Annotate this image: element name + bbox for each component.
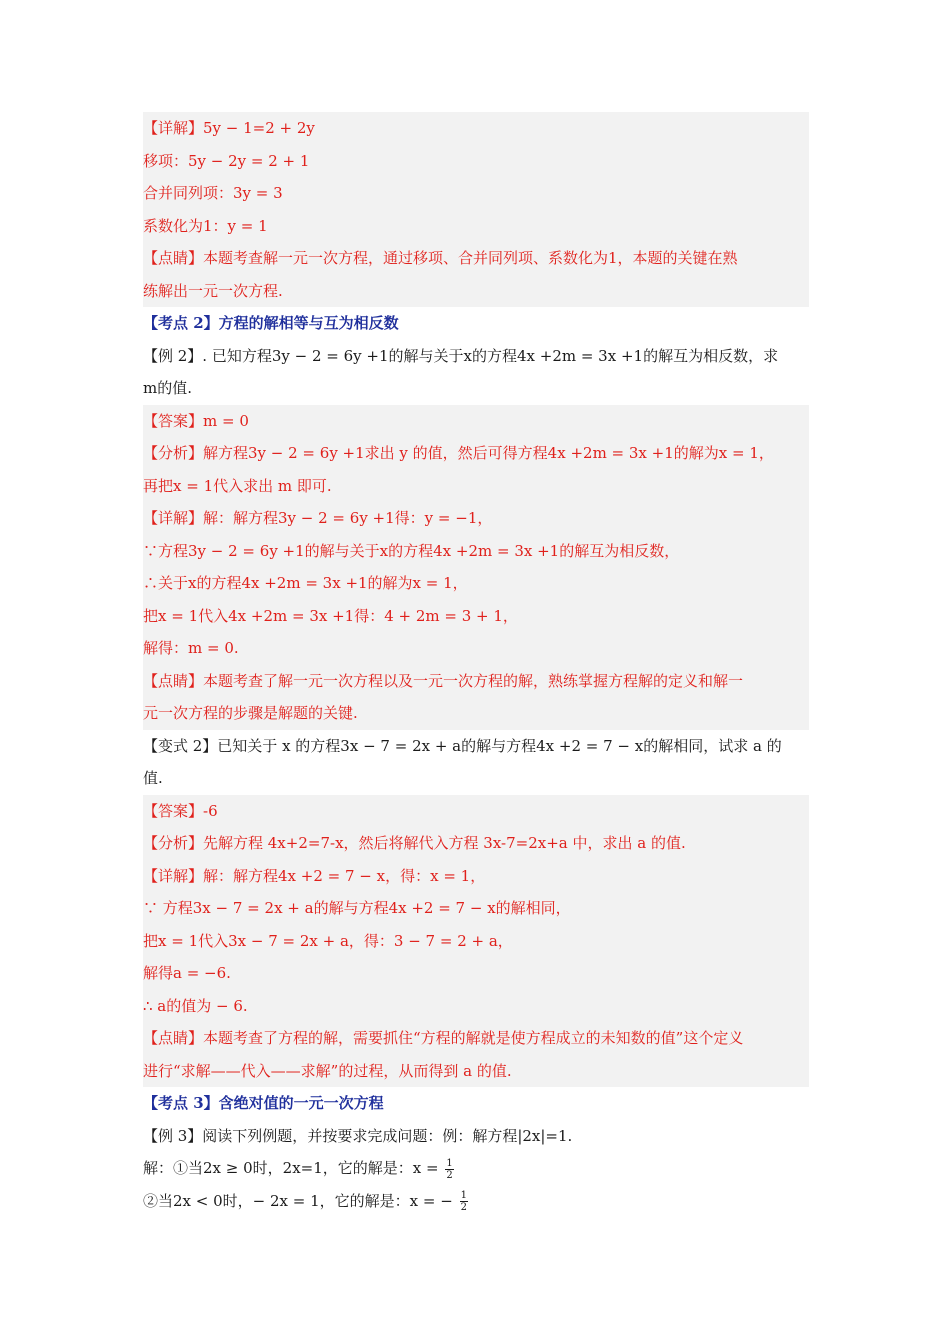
text-line: 解得a = −6. <box>143 964 231 982</box>
fraction-numerator: 1 <box>446 1157 453 1169</box>
text-line: 【变式 2】已知关于 x 的方程3x − 7 = 2x + a的解与方程4x +2 = 7 − x的解相同，试求 a 的 <box>143 736 782 755</box>
case-2-line <box>143 1185 809 1218</box>
text-line: 【详解】解：解方程4x +2 = 7 − x，得：x = 1， <box>143 866 486 885</box>
text-line: 进行“求解——代入——求解”的过程，从而得到 a 的值. <box>143 1061 512 1080</box>
text-line: 移项：5y − 2y = 2 + 1 <box>143 151 310 170</box>
text-line: 把x = 1代入4x +2m = 3x +1得：4 + 2m = 3 + 1， <box>143 606 518 625</box>
text-line: 【详解】5y − 1=2 + 2y <box>143 119 315 137</box>
section-heading-kaodian-2: 【考点 2】方程的解相等与互为相反数 <box>143 314 399 332</box>
text-line: 元一次方程的步骤是解题的关键. <box>143 704 358 722</box>
text-line: 合并同列项：3y = 3 <box>143 184 283 202</box>
text-line: 【答案】-6 <box>143 801 218 820</box>
section-heading-kaodian-3: 【考点 3】含绝对值的一元一次方程 <box>143 1094 384 1112</box>
text-line: m的值. <box>143 379 192 397</box>
text-line: ∴ a的值为 − 6. <box>143 996 248 1015</box>
case-2-text: ②当2x < 0时，− 2x = 1，它的解是：x = − <box>143 1191 453 1210</box>
page-content <box>143 112 809 1217</box>
text-line: 【例 3】阅读下列例题，并按要求完成问题：例：解方程|2x|=1. <box>143 1126 573 1145</box>
solution-block-1 <box>143 112 809 307</box>
case-1-line <box>143 1152 809 1185</box>
example-2-question <box>143 340 809 405</box>
text-line: 系数化为1：y = 1 <box>143 216 268 235</box>
fraction-numerator: 1 <box>460 1190 467 1201</box>
text-line: 把x = 1代入3x − 7 = 2x + a，得：3 − 7 = 2 + a， <box>143 931 513 950</box>
fraction-denominator: 2 <box>460 1202 467 1213</box>
text-line: 【点睛】本题考查解一元一次方程，通过移项、合并同列项、系数化为1，本题的关键在熟 <box>143 249 738 267</box>
text-line: 【详解】解：解方程3y − 2 = 6y +1得：y = −1， <box>143 509 493 527</box>
text-line: 【分析】先解方程 4x+2=7-x，然后将解代入方程 3x-7=2x+a 中，求出 a 的值. <box>143 834 686 852</box>
example-3-question <box>143 1120 809 1218</box>
text-line: 【答案】m = 0 <box>143 411 249 430</box>
text-line: ∵方程3y − 2 = 6y +1的解与关于x的方程4x +2m = 3x +1的解互为相反数， <box>143 541 680 560</box>
text-line: 再把x = 1代入求出 m 即可. <box>143 476 332 495</box>
text-line: ∵ 方程3x − 7 = 2x + a的解与方程4x +2 = 7 − x的解相同， <box>143 899 571 917</box>
text-line: ∴关于x的方程4x +2m = 3x +1的解为x = 1， <box>143 574 468 592</box>
text-line: 【点睛】本题考查了方程的解，需要抓住“方程的解就是使方程成立的未知数的值”这个定义 <box>143 1029 744 1047</box>
text-line: 【分析】解方程3y − 2 = 6y +1求出 y 的值，然后可得方程4x +2m = 3x +1的解为x = 1， <box>143 444 774 462</box>
text-line: 练解出一元一次方程. <box>143 281 283 300</box>
fraction-denominator: 2 <box>446 1169 453 1181</box>
fraction-one-half <box>445 1158 453 1181</box>
case-1-text: 解：①当2x ≥ 0时，2x=1，它的解是：x = <box>143 1159 439 1177</box>
text-line: 解得：m = 0. <box>143 639 239 657</box>
variant-2-question <box>143 730 809 795</box>
solution-block-3 <box>143 795 809 1088</box>
text-line: 值. <box>143 769 163 787</box>
fraction-one-half <box>460 1190 468 1213</box>
text-line: 【点睛】本题考查了解一元一次方程以及一元一次方程的解，熟练掌握方程解的定义和解一 <box>143 671 744 690</box>
solution-block-2 <box>143 405 809 730</box>
text-line: 【例 2】. 已知方程3y − 2 = 6y +1的解与关于x的方程4x +2m = 3x +1的解互为相反数，求 <box>143 346 779 365</box>
